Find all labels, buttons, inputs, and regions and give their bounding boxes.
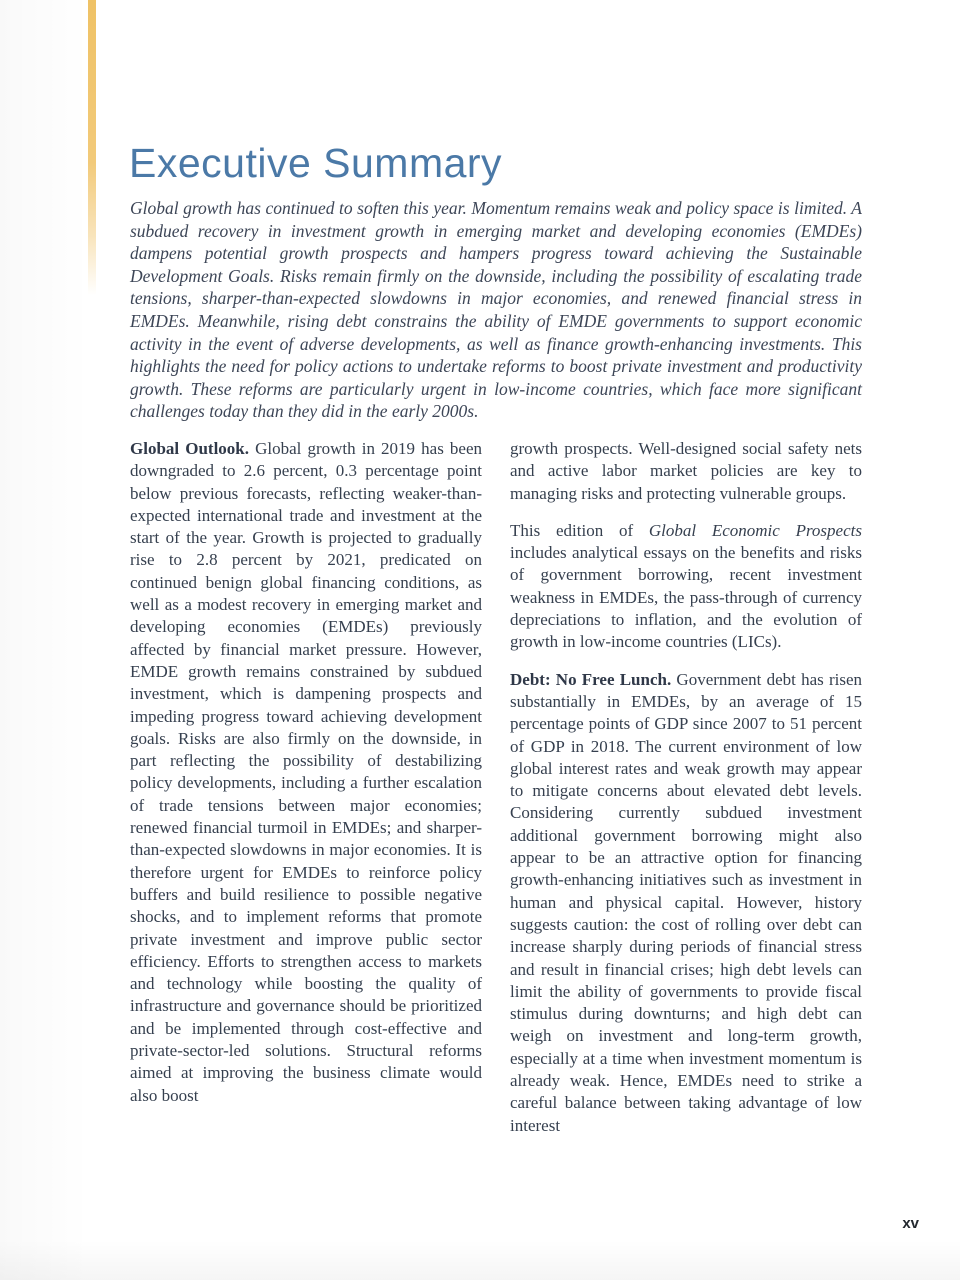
accent-stripe	[88, 0, 96, 295]
paragraph-lead-debt: Debt: No Free Lunch.	[510, 669, 672, 689]
left-column	[130, 438, 482, 1152]
intro-paragraph: Global growth has continued to soften this year. Momentum remains weak and policy space is limited. A subdued recovery in investment growth in emerging market and developing economies (EMDEs) dampens potential growth prospects and hampers progress toward achieving the Sustainable Development Goals. Risks remain firmly on the downside, including the possibility of escalating trade tensions, sharper-than-expected slowdowns in major economies, and renewed financial stress in EMDEs. Meanwhile, rising debt constrains the ability of EMDE governments to support economic activity in the event of adverse developments, as well as finance growth-enhancing investments. This highlights the need for policy actions to undertake reforms to boost private investment and productivity growth. These reforms are particularly urgent in low-income countries, which face more significant challenges today than they did in the early 2000s.	[130, 198, 862, 422]
paragraph-text: Global growth in 2019 has been downgraded to 2.6 percent, 0.3 percentage point below previous forecasts, reflecting weaker-than-expected international trade and investment at the start of the year. Growth is projected to gradually rise to 2.8 percent by 2021, predicated on continued benign global financing conditions, as well as a modest recovery in emerging market and developing economies (EMDEs) previously affected by financial market pressure. However, EMDE growth remains constrained by subdued investment, which is dampening prospects and impeding progress toward achieving development goals. Risks are also firmly on the downside, in part reflecting the possibility of destabilizing policy developments, including a further escalation of trade tensions between major economies; renewed financial turmoil in EMDEs; and sharper-than-expected slowdowns in major economies. It is therefore urgent for EMDEs to reinforce policy buffers and build resilience to possible negative shocks, and to implement reforms that promote private investment and improve public sector efficiency. Efforts to strengthen access to markets and technology while boosting the quality of infrastructure and governance should be prioritized and be implemented through cost-effective and private-sector-led solutions. Structural reforms aimed at improving the business climate would also boost	[130, 439, 483, 1105]
paragraph-growth-prospects	[510, 438, 862, 505]
paragraph-text: Government debt has risen substantially in EMDEs, by an average of 15 percentage points of GDP since 2007 to 51 percent of GDP in 2018. The current environment of low global interest rates and weak growth may appear to mitigate concerns about elevated debt levels. Considering currently subdued investment additional government borrowing might also appear to be an attractive option for financing growth-enhancing initiatives such as investment in human and physical capital. However, history suggests caution: the cost of rolling over debt can increase sharply during periods of financial stress and result in financial crises; high debt levels can limit the ability of governments to provide fiscal stimulus during downturns; and high debt can weigh on investment and long-term growth, especially at a time when investment momentum is already weak. Hence, EMDEs need to strike a careful balance between taking advantage of low interest	[510, 669, 862, 1135]
paragraph-lead-global-outlook: Global Outlook.	[130, 439, 249, 458]
book-title: Global Economic Prospects	[648, 520, 862, 540]
paragraph-this-edition	[510, 520, 862, 654]
paragraph-text: includes analytical essays on the benefits and risks of government borrowing, recent investment weakness in EMDEs, the pass-through of currency depreciations to inflation, and the evolution of growth in low-income countries (LICs).	[510, 543, 862, 652]
right-column	[510, 438, 862, 1152]
body-columns	[130, 438, 862, 1152]
page-title: Executive Summary	[129, 140, 503, 187]
paragraph-text: This edition of	[510, 520, 649, 540]
paragraph-global-outlook	[130, 438, 482, 1107]
paragraph-text: growth prospects. Well-designed social safety nets and active labor market policies are key to managing risks and protecting vulnerable groups.	[510, 439, 862, 503]
page-number: xv	[902, 1215, 919, 1232]
paragraph-debt-no-free-lunch	[510, 669, 862, 1137]
